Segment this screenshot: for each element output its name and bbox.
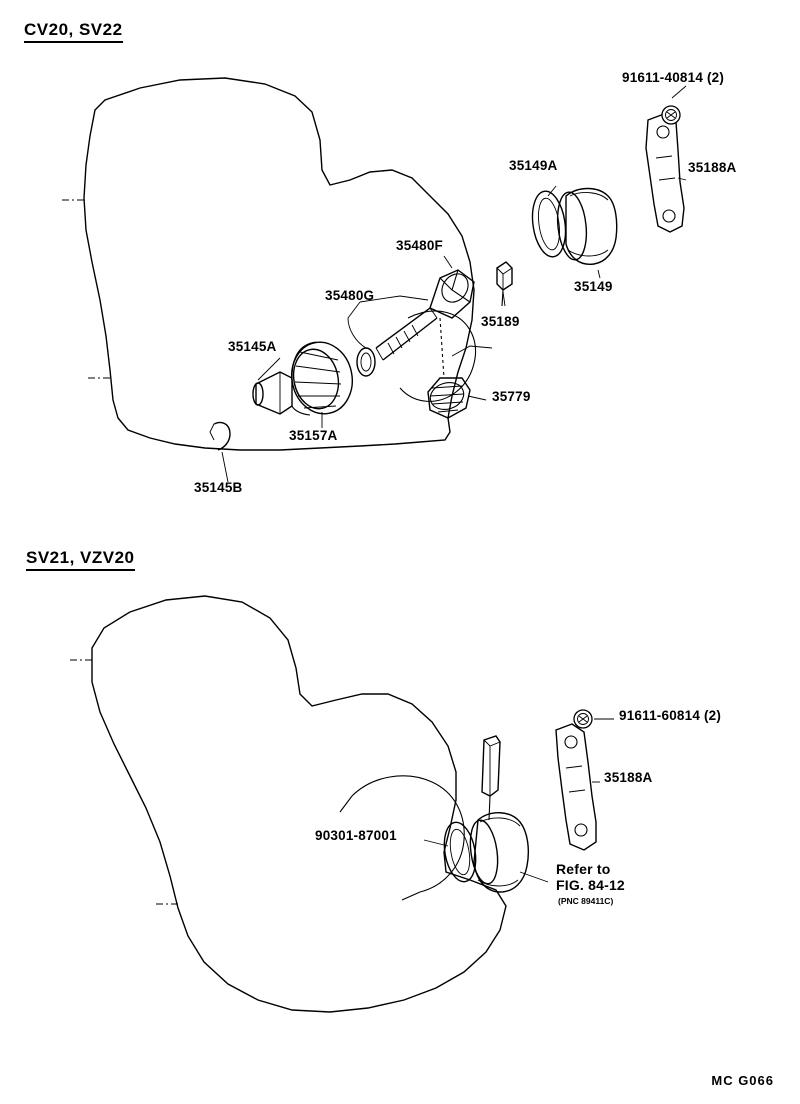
part-label-35149: 35149 <box>574 279 613 294</box>
part-label-35157a: 35157A <box>289 428 338 443</box>
part-label-35189: 35189 <box>481 314 520 329</box>
refer-to-line-1: Refer to <box>556 861 611 877</box>
part-label-35145b: 35145B <box>194 480 243 495</box>
part-label-35480f: 35480F <box>396 238 443 253</box>
part-label-91611-60814: 91611-60814 (2) <box>619 708 722 723</box>
part-label-91611-40814: 91611-40814 (2) <box>622 70 725 85</box>
part-label-35779: 35779 <box>492 389 531 404</box>
part-label-35188a: 35188A <box>688 160 737 175</box>
part-label-35145a: 35145A <box>228 339 277 354</box>
part-label-90301-87001: 90301-87001 <box>315 828 397 843</box>
refer-to-note: (PNC 89411C) <box>558 896 614 906</box>
section-title-top: CV20, SV22 <box>24 20 123 43</box>
figure-code: MC G066 <box>711 1073 774 1088</box>
refer-to-line-2: FIG. 84-12 <box>556 877 625 893</box>
part-label-35480g: 35480G <box>325 288 375 303</box>
section-title-bottom: SV21, VZV20 <box>26 548 135 571</box>
part-label-35188a-bottom: 35188A <box>604 770 653 785</box>
part-label-35149a: 35149A <box>509 158 558 173</box>
